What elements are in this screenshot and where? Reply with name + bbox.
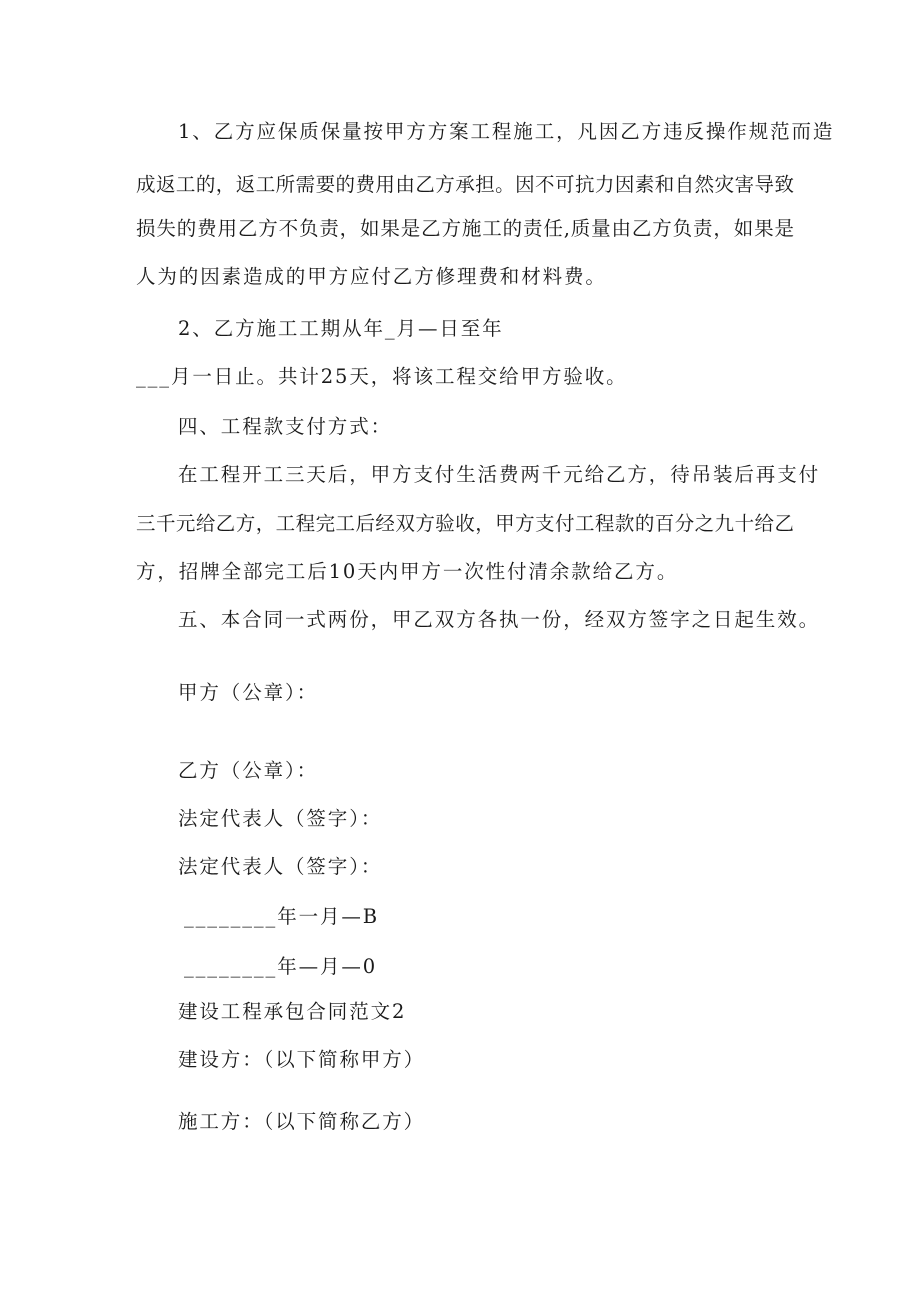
section5-text: 五、本合同一式两份，甲乙双方各执一份，经双方签字之日起生效。 bbox=[178, 608, 821, 631]
legal-rep-2-label: 法定代表人（签字）： bbox=[178, 855, 383, 878]
date-line-2: ________年—月—0 bbox=[184, 955, 378, 978]
party-a-seal-label: 甲方（公章）： bbox=[178, 681, 319, 704]
section4-title: 四、工程款支付方式： bbox=[178, 415, 393, 438]
clause1-line3: 损失的费用乙方不负责，如果是乙方施工的责任,质量由乙方负责，如果是 bbox=[136, 217, 794, 240]
clause1-line2: 成返工的，返工所需要的费用由乙方承担。因不可抗力因素和自然灾害导致 bbox=[136, 173, 794, 196]
clause1-line1: 1、乙方应保质保量按甲方方案工程施工，凡因乙方违反操作规范而造 bbox=[178, 120, 835, 143]
clause2-line1: 2、乙方施工工期从年_月—日至年 bbox=[178, 317, 504, 340]
builder-label: 建设方：（以下简称甲方） bbox=[178, 1048, 426, 1071]
section4-line2: 三千元给乙方，工程完工后经双方验收，甲方支付工程款的百分之九十给乙 bbox=[136, 512, 794, 535]
contractor-label: 施工方：（以下简称乙方） bbox=[178, 1110, 426, 1133]
clause1-line4: 人为的因素造成的甲方应付乙方修理费和材料费。 bbox=[136, 265, 607, 288]
next-contract-title: 建设工程承包合同范文2 bbox=[178, 1000, 407, 1023]
party-b-seal-label: 乙方（公章）： bbox=[178, 759, 319, 782]
section4-line1: 在工程开工三天后，甲方支付生活费两千元给乙方，待吊装后再支付 bbox=[178, 463, 821, 486]
clause2-line2: ___月一日止。共计25天，将该工程交给甲方验收。 bbox=[136, 365, 628, 388]
date-line-1: ________年一月—B bbox=[184, 905, 380, 928]
legal-rep-1-label: 法定代表人（签字）： bbox=[178, 807, 383, 830]
section4-line3: 方，招牌全部完工后10天内甲方一次性付清余款给乙方。 bbox=[136, 560, 679, 583]
